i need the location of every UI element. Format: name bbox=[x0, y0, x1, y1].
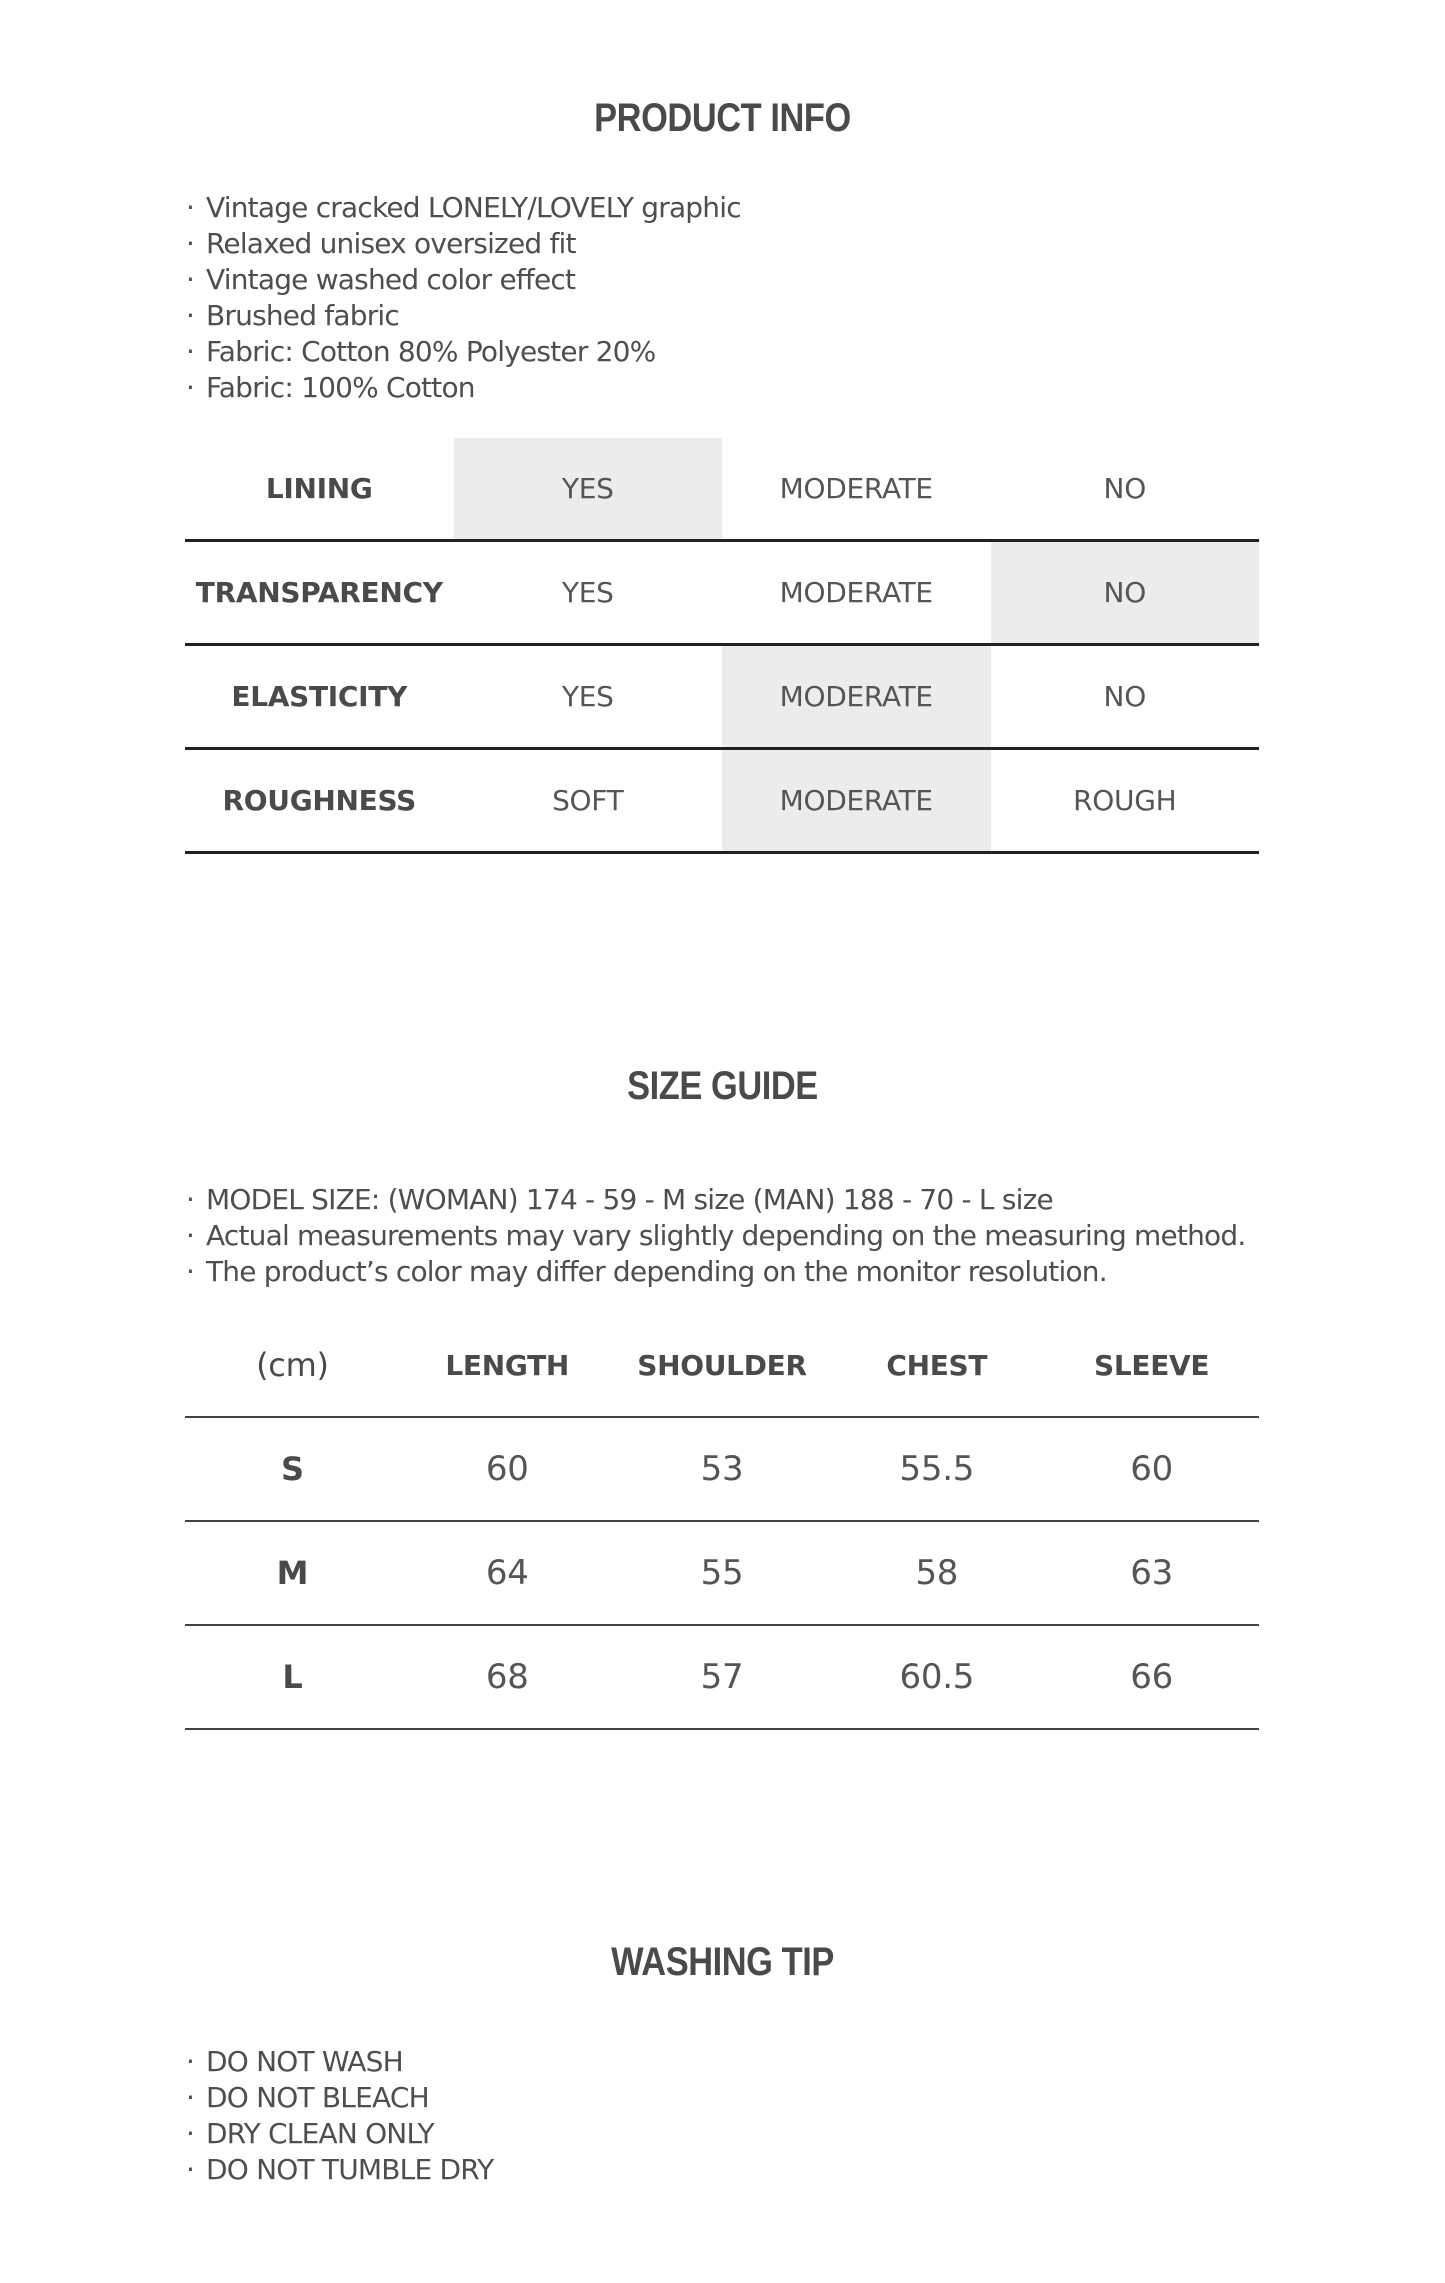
list-item: · DO NOT WASH bbox=[186, 2044, 493, 2080]
table-cell: 55.5 bbox=[829, 1418, 1044, 1522]
roughness-option-moderate: MODERATE bbox=[722, 750, 991, 854]
table-cell: 60 bbox=[400, 1418, 615, 1522]
list-item: · DRY CLEAN ONLY bbox=[186, 2116, 493, 2152]
washing-tip-title: WASHING TIP bbox=[611, 1940, 834, 1984]
roughness-option-rough: ROUGH bbox=[991, 750, 1260, 854]
list-item: · Fabric: 100% Cotton bbox=[186, 370, 741, 406]
property-label-transparency: TRANSPARENCY bbox=[185, 542, 454, 646]
roughness-option-soft: SOFT bbox=[454, 750, 723, 854]
size-guide-title: SIZE GUIDE bbox=[627, 1064, 818, 1108]
lining-option-moderate: MODERATE bbox=[722, 438, 991, 542]
elasticity-option-moderate: MODERATE bbox=[722, 646, 991, 750]
elasticity-option-no: NO bbox=[991, 646, 1260, 750]
list-item: · Vintage washed color effect bbox=[186, 262, 741, 298]
list-item: · MODEL SIZE: (WOMAN) 174 - 59 - M size (MAN) 188 - 70 - L size bbox=[186, 1182, 1245, 1218]
transparency-option-yes: YES bbox=[454, 542, 723, 646]
list-item: · Actual measurements may vary slightly depending on the measuring method. bbox=[186, 1218, 1245, 1254]
table-cell: 60.5 bbox=[829, 1626, 1044, 1730]
size-guide-notes bbox=[186, 1182, 1245, 1290]
column-header-shoulder: SHOULDER bbox=[615, 1314, 830, 1418]
fabric-properties-table bbox=[185, 438, 1259, 854]
table-cell: 57 bbox=[615, 1626, 830, 1730]
list-item: · Fabric: Cotton 80% Polyester 20% bbox=[186, 334, 741, 370]
table-cell: 55 bbox=[615, 1522, 830, 1626]
column-header-chest: CHEST bbox=[829, 1314, 1044, 1418]
size-label-l: L bbox=[185, 1626, 400, 1730]
lining-option-yes: YES bbox=[454, 438, 723, 542]
washing-tip-list bbox=[186, 2044, 493, 2188]
column-header-sleeve: SLEEVE bbox=[1044, 1314, 1259, 1418]
product-info-title: PRODUCT INFO bbox=[594, 96, 851, 140]
property-label-roughness: ROUGHNESS bbox=[185, 750, 454, 854]
product-info-list bbox=[186, 190, 741, 406]
lining-option-no: NO bbox=[991, 438, 1260, 542]
list-item: · DO NOT BLEACH bbox=[186, 2080, 493, 2116]
transparency-option-no: NO bbox=[991, 542, 1260, 646]
list-item: · Vintage cracked LONELY/LOVELY graphic bbox=[186, 190, 741, 226]
column-header-length: LENGTH bbox=[400, 1314, 615, 1418]
list-item: · Brushed fabric bbox=[186, 298, 741, 334]
transparency-option-moderate: MODERATE bbox=[722, 542, 991, 646]
table-cell: 66 bbox=[1044, 1626, 1259, 1730]
size-label-m: M bbox=[185, 1522, 400, 1626]
size-label-s: S bbox=[185, 1418, 400, 1522]
table-cell: 58 bbox=[829, 1522, 1044, 1626]
table-cell: 53 bbox=[615, 1418, 830, 1522]
list-item: · Relaxed unisex oversized fit bbox=[186, 226, 741, 262]
list-item: · The product’s color may differ depending on the monitor resolution. bbox=[186, 1254, 1245, 1290]
list-item: · DO NOT TUMBLE DRY bbox=[186, 2152, 493, 2188]
table-cell: 68 bbox=[400, 1626, 615, 1730]
elasticity-option-yes: YES bbox=[454, 646, 723, 750]
table-cell: 60 bbox=[1044, 1418, 1259, 1522]
table-cell: 64 bbox=[400, 1522, 615, 1626]
size-table bbox=[185, 1314, 1259, 1730]
property-label-elasticity: ELASTICITY bbox=[185, 646, 454, 750]
table-cell: 63 bbox=[1044, 1522, 1259, 1626]
property-label-lining: LINING bbox=[185, 438, 454, 542]
size-table-unit: (cm) bbox=[185, 1314, 400, 1418]
